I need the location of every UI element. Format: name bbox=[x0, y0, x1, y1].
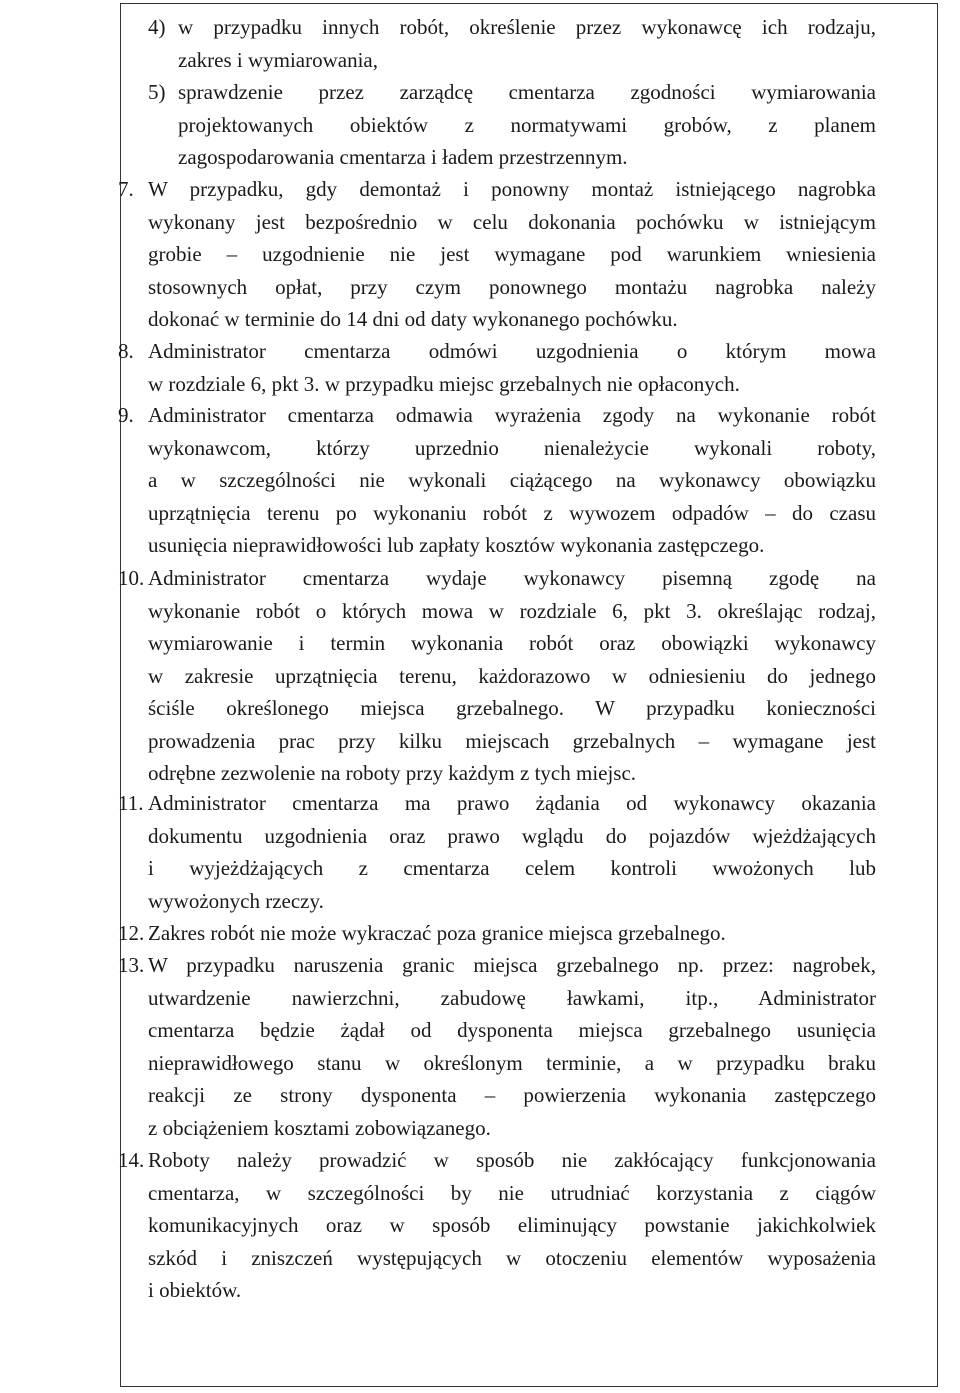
item-number: 13. bbox=[118, 953, 145, 977]
item-line: usunięcia nieprawidłowości lub zapłaty kosztów wykonania zastępczego. bbox=[148, 533, 765, 557]
item-line: zagospodarowania cmentarza i ładem przestrzennym. bbox=[178, 145, 628, 169]
item-number: 5) bbox=[148, 80, 166, 104]
item-line: grobie – uzgodnienie nie jest wymagane pod warunkiem wniesienia bbox=[148, 242, 876, 266]
item-line: wywożonych rzeczy. bbox=[148, 888, 324, 913]
list-item bbox=[118, 787, 878, 917]
item-number: 14. bbox=[118, 1148, 145, 1172]
list-item bbox=[118, 399, 878, 562]
item-line: dokonać w terminie do 14 dni od daty wykonanego pochówku. bbox=[148, 307, 678, 331]
item-line: Roboty należy prowadzić w sposób nie zakłócający funkcjonowania bbox=[148, 1148, 876, 1172]
item-number: 11. bbox=[118, 791, 144, 815]
item-number: 4) bbox=[148, 15, 166, 39]
list-item bbox=[148, 76, 878, 174]
list-item bbox=[118, 562, 878, 790]
item-line: a w szczególności nie wykonali ciążącego na wykonawcy obowiązku bbox=[148, 468, 876, 492]
item-line: komunikacyjnych oraz w sposób eliminujący powstanie jakichkolwiek bbox=[148, 1213, 876, 1237]
item-line: w zakresie uprzątnięcia terenu, każdorazowo w odniesieniu do jednego bbox=[148, 663, 876, 688]
item-line: reakcji ze strony dysponenta – powierzenia wykonania zastępczego bbox=[148, 1083, 876, 1107]
list-item bbox=[148, 11, 878, 76]
item-line: uprzątnięcia terenu po wykonaniu robót z wywozem odpadów – do czasu bbox=[148, 500, 876, 525]
item-line: sprawdzenie przez zarządcę cmentarza zgodności wymiarowania bbox=[178, 80, 876, 104]
list-item bbox=[118, 917, 878, 950]
item-number: 10. bbox=[118, 566, 145, 590]
item-line: i wyjeżdżających z cmentarza celem kontroli wwożonych lub bbox=[148, 856, 876, 880]
item-line: cmentarza będzie żądał od dysponenta miejsca grzebalnego usunięcia bbox=[148, 1018, 876, 1042]
item-line: Zakres robót nie może wykraczać poza granice miejsca grzebalnego. bbox=[148, 921, 726, 945]
list-item bbox=[118, 949, 878, 1144]
item-line: w przypadku innych robót, określenie przez wykonawcę ich rodzaju, bbox=[178, 15, 876, 39]
list-item bbox=[118, 173, 878, 336]
item-number: 8. bbox=[118, 339, 134, 363]
item-line: W przypadku naruszenia granic miejsca grzebalnego np. przez: nagrobek, bbox=[148, 953, 876, 977]
item-line: wykonawcom, którzy uprzednio nienależycie wykonali roboty, bbox=[148, 435, 876, 460]
item-line: W przypadku, gdy demontaż i ponowny montaż istniejącego nagrobka bbox=[148, 177, 876, 201]
item-line: zakres i wymiarowania, bbox=[178, 47, 379, 72]
item-line: wymiarowanie i termin wykonania robót oraz obowiązki wykonawcy bbox=[148, 631, 876, 655]
item-line: stosownych opłat, przy czym ponownego montażu nagrobka należy bbox=[148, 274, 876, 299]
item-line: z obciążeniem kosztami zobowiązanego. bbox=[148, 1115, 491, 1140]
item-line: wykonanie robót o których mowa w rozdziale 6, pkt 3. określając rodzaj, bbox=[148, 598, 876, 623]
item-line: w rozdziale 6, pkt 3. w przypadku miejsc grzebalnych nie opłaconych. bbox=[148, 371, 740, 396]
item-line: prowadzenia prac przy kilku miejscach grzebalnych – wymagane jest bbox=[148, 728, 876, 753]
item-line: Administrator cmentarza odmówi uzgodnienia o którym mowa bbox=[148, 339, 876, 363]
item-line: szkód i zniszczeń występujących w otoczeniu elementów wyposażenia bbox=[148, 1245, 876, 1270]
item-line: Administrator cmentarza odmawia wyrażenia zgody na wykonanie robót bbox=[148, 403, 876, 427]
item-number: 12. bbox=[118, 921, 145, 945]
item-line: wykonany jest bezpośrednio w celu dokonania pochówku w istniejącym bbox=[148, 209, 876, 234]
item-line: dokumentu uzgodnienia oraz prawo wglądu do pojazdów wjeżdżających bbox=[148, 823, 876, 848]
item-line: nieprawidłowego stanu w określonym terminie, a w przypadku braku bbox=[148, 1050, 876, 1075]
list-item bbox=[118, 335, 878, 400]
list-item bbox=[118, 1144, 878, 1307]
item-line: cmentarza, w szczególności by nie utrudniać korzystania z ciągów bbox=[148, 1180, 876, 1205]
item-number: 9. bbox=[118, 403, 134, 427]
item-line: i obiektów. bbox=[148, 1278, 242, 1302]
item-line: Administrator cmentarza ma prawo żądania od wykonawcy okazania bbox=[148, 791, 876, 815]
item-line: Administrator cmentarza wydaje wykonawcy pisemną zgodę na bbox=[148, 566, 876, 590]
item-line: projektowanych obiektów z normatywami grobów, z planem bbox=[178, 112, 876, 137]
item-number: 7. bbox=[118, 177, 134, 201]
item-line: ściśle określonego miejsca grzebalnego. W przypadku konieczności bbox=[148, 696, 876, 720]
item-line: utwardzenie nawierzchni, zabudowę ławkami, itp., Administrator bbox=[148, 985, 876, 1010]
item-line: odrębne zezwolenie na roboty przy każdym z tych miejsc. bbox=[148, 761, 637, 785]
